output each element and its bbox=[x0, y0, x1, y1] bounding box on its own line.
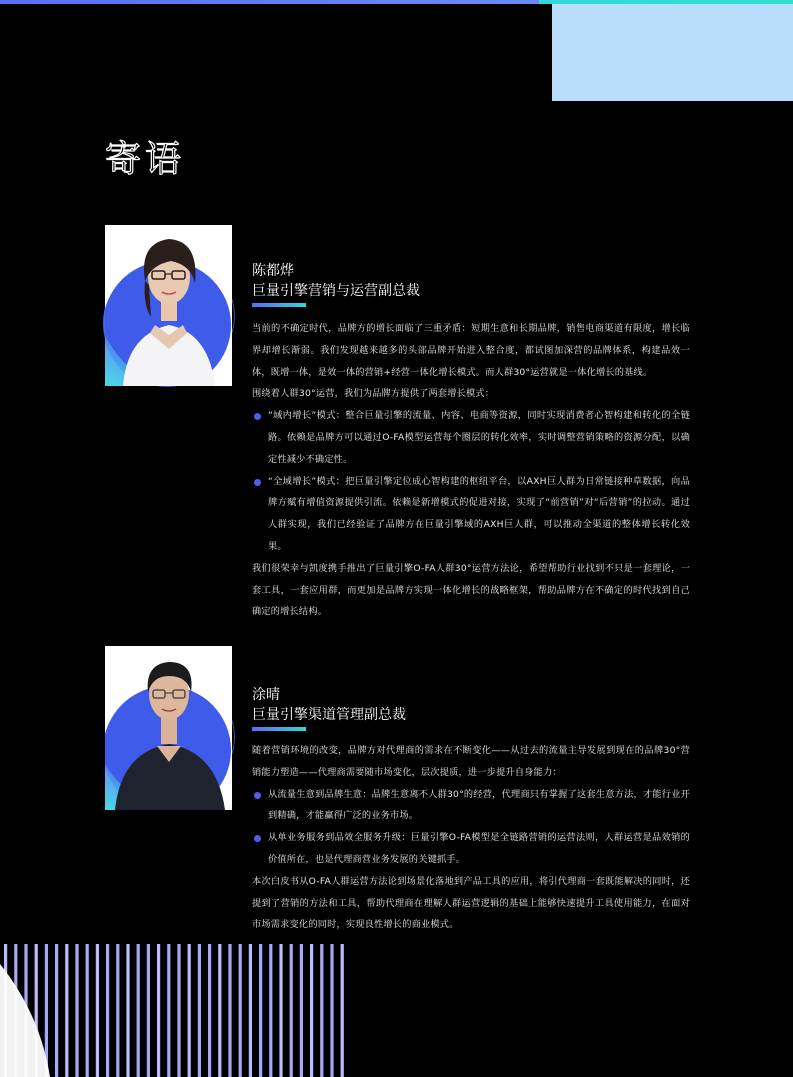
page-title: 寄语 bbox=[105, 139, 186, 180]
decorative-stripe bbox=[157, 944, 160, 1077]
bullet-dot-icon bbox=[254, 835, 261, 842]
person1-bullet bbox=[252, 405, 690, 470]
top-right-color-block bbox=[552, 4, 793, 101]
person1-closing: 我们很荣幸与凯度携手推出了巨量引擎O-FA人群30°运营方法论，希望帮助行业找到不只是一套理论，一套工具，一套应用群，而更加是品牌方实现一体化增长的战略框架，帮助品牌方在不确定的时代找到自己确定的增长结构。 bbox=[252, 562, 690, 618]
person1-bullet bbox=[252, 471, 690, 558]
decorative-stripe bbox=[208, 944, 211, 1077]
decorative-stripe bbox=[177, 944, 180, 1077]
bullet-dot-icon bbox=[254, 413, 261, 420]
decorative-stripe bbox=[310, 944, 313, 1077]
decorative-stripes bbox=[0, 944, 352, 1077]
person1-bullet-text: “域内增长”模式：整合巨量引擎的流量、内容、电商等资源，同时实现消费者心智构建和转化的全链路。依赖是品牌方可以通过O-FA模型运营每个圈层的转化效率，实时调整营销策略的资源分配，以确定性减少不确定性。 bbox=[268, 410, 690, 465]
decorative-stripe bbox=[147, 944, 150, 1077]
decorative-stripe bbox=[116, 944, 119, 1077]
decorative-stripe bbox=[239, 944, 242, 1077]
person1-paragraph: 围绕着人群30°运营，我们为品牌方提供了两套增长模式： bbox=[252, 388, 495, 400]
person2-bullet-text: 从单业务服务到品效全服务升级：巨量引擎O-FA模型是全链路营销的运营法则，人群运营是品效销的价值所在，也是代理商营业务发展的关键抓手。 bbox=[268, 832, 690, 865]
decorative-stripe bbox=[86, 944, 89, 1077]
person1-paragraph: 当前的不确定时代，品牌方的增长面临了三重矛盾：短期生意和长期品牌，销售电商渠道有限度，增长临界却增长渐弱。我们发现越来越多的头部品牌开始进入整合度，都试图加深营的品牌体系，构建品效一体，既增一体，是效一体的营销+经营一体化增长模式。而人群30°运营就是一体化增长的基线。 bbox=[252, 323, 690, 378]
person2-bullet bbox=[252, 827, 690, 871]
decorative-stripe bbox=[137, 944, 140, 1077]
decorative-stripe bbox=[259, 944, 262, 1077]
decorative-stripe bbox=[75, 944, 78, 1077]
decorative-stripe bbox=[320, 944, 323, 1077]
decorative-stripe bbox=[330, 944, 333, 1077]
decorative-stripe bbox=[300, 944, 303, 1077]
decorative-stripe bbox=[55, 944, 58, 1077]
decorative-stripe bbox=[341, 944, 344, 1077]
decorative-stripe bbox=[96, 944, 99, 1077]
person1-name: 陈都烨 bbox=[252, 263, 294, 279]
decorative-stripe bbox=[269, 944, 272, 1077]
person2-closing: 本次白皮书从O-FA人群运营方法论到场景化落地到产品工具的应用，将引代理商一套既能解决的同时，还提到了营销的方法和工具，帮助代理商在理解人群运营逻辑的基础上能够快速提升工具使用能力，在面对市场需求变化的同时，实现良性增长的商业模式。 bbox=[252, 875, 690, 931]
decorative-stripe bbox=[279, 944, 282, 1077]
decorative-stripe bbox=[126, 944, 129, 1077]
decorative-stripe bbox=[198, 944, 201, 1077]
person2-intro: 随着营销环境的改变，品牌方对代理商的需求在不断变化——从过去的流量主导发展到现在的品牌30°营销能力塑造——代理商需要随市场变化，层次提质，进一步提升自身能力： bbox=[252, 745, 690, 778]
person1-message bbox=[252, 318, 690, 623]
person2-accent-bar bbox=[252, 727, 306, 731]
decorative-stripe bbox=[188, 944, 191, 1077]
person2-bullet-text: 从流量生意到品牌生意：品牌生意离不人群30°的经营，代理商只有掌握了这套生意方法，才能行业开到精确，才能赢得广泛的业务市场。 bbox=[268, 788, 690, 822]
bullet-dot-icon bbox=[254, 792, 261, 799]
bullet-dot-icon bbox=[254, 479, 261, 486]
person2-message bbox=[252, 740, 690, 936]
decorative-stripe bbox=[249, 944, 252, 1077]
person2-role: 巨量引擎渠道管理副总裁 bbox=[252, 707, 406, 723]
decorative-stripe bbox=[167, 944, 170, 1077]
decorative-stripe bbox=[106, 944, 109, 1077]
decorative-stripe bbox=[65, 944, 68, 1077]
person1-accent-bar bbox=[252, 303, 306, 307]
decorative-stripe bbox=[228, 944, 231, 1077]
person1-bullet-text: “全域增长”模式：把巨量引擎定位成心智构建的枢纽平台，以AXH巨人群为日常链接种草数据，向品牌方赋有增值资源提供引流。依赖是新增模式的促进对接，实现了“前营销”对“后营销”的拉动。通过人群实现，我们已经验证了品牌方在巨量引擎域的AXH巨人群，可以推动全渠道的整体增长转化效果。 bbox=[268, 475, 690, 552]
decorative-stripe bbox=[218, 944, 221, 1077]
decorative-stripe bbox=[290, 944, 293, 1077]
person2-name: 涂晴 bbox=[252, 687, 280, 703]
person2-bullet bbox=[252, 784, 690, 828]
person1-role: 巨量引擎营销与运营副总裁 bbox=[252, 283, 420, 299]
